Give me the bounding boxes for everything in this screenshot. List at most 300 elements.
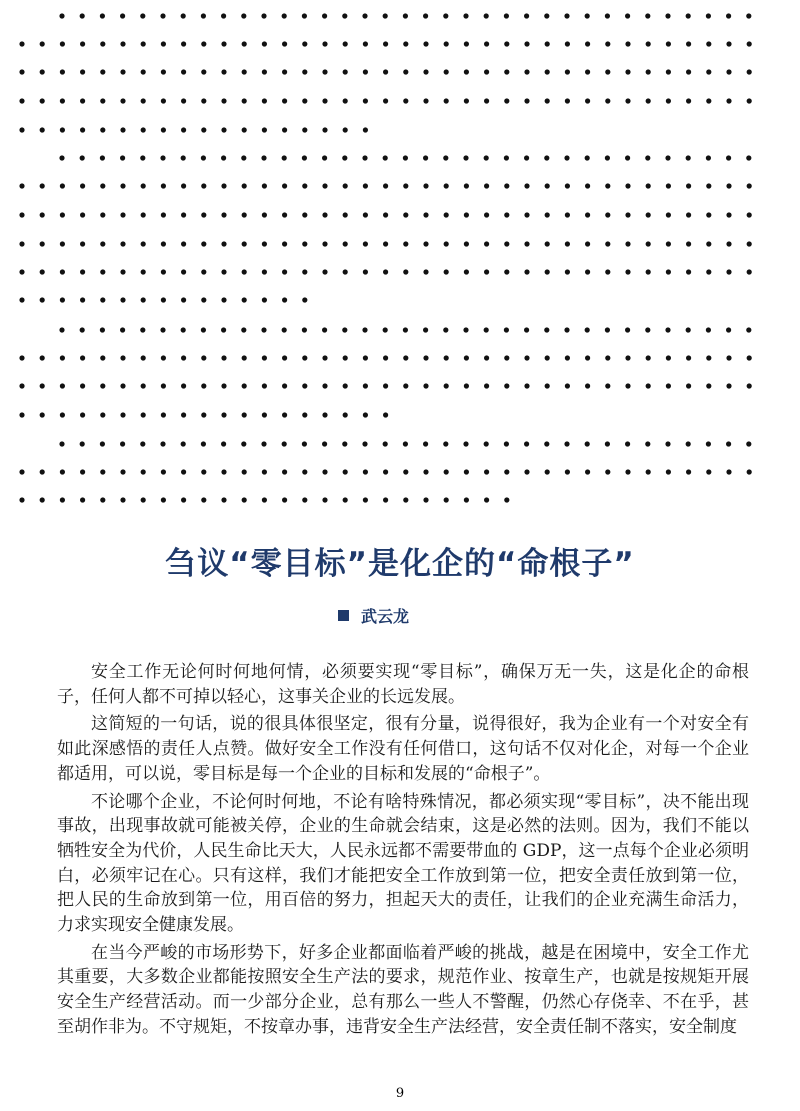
- dot: [282, 212, 287, 217]
- dot: [221, 183, 226, 188]
- dot: [423, 183, 428, 188]
- dot: [342, 155, 347, 160]
- dot: [524, 183, 529, 188]
- dot: [40, 41, 45, 46]
- dot: [141, 241, 146, 246]
- dot: [444, 212, 449, 217]
- dot: [686, 383, 691, 388]
- dot: [322, 13, 327, 18]
- dot: [282, 269, 287, 274]
- dot: [625, 183, 630, 188]
- dot: [423, 212, 428, 217]
- dot: [201, 183, 206, 188]
- dot: [100, 69, 105, 74]
- dot: [181, 497, 186, 502]
- dot: [444, 383, 449, 388]
- dot: [585, 183, 590, 188]
- dot: [747, 69, 752, 74]
- dot: [322, 327, 327, 332]
- dot: [80, 355, 85, 360]
- dot: [484, 469, 489, 474]
- dot: [706, 155, 711, 160]
- dot: [464, 98, 469, 103]
- dot: [282, 183, 287, 188]
- dot-pattern-decoration: [0, 0, 800, 520]
- dot: [524, 41, 529, 46]
- dot: [141, 127, 146, 132]
- dot: [262, 127, 267, 132]
- dot: [464, 355, 469, 360]
- dot: [302, 13, 307, 18]
- dot: [363, 383, 368, 388]
- dot: [484, 441, 489, 446]
- dot: [504, 469, 509, 474]
- dot: [726, 13, 731, 18]
- dot: [262, 241, 267, 246]
- dot: [686, 441, 691, 446]
- dot: [585, 241, 590, 246]
- dot: [444, 469, 449, 474]
- dot: [383, 155, 388, 160]
- dot: [666, 69, 671, 74]
- dot: [605, 41, 610, 46]
- dot: [363, 183, 368, 188]
- dot: [464, 183, 469, 188]
- dot: [585, 212, 590, 217]
- dot: [726, 241, 731, 246]
- dot: [423, 441, 428, 446]
- dot: [706, 469, 711, 474]
- dot: [665, 327, 670, 332]
- dot: [464, 469, 469, 474]
- dot: [60, 383, 65, 388]
- dot: [383, 13, 388, 18]
- dot: [161, 183, 166, 188]
- dot: [201, 497, 206, 502]
- dot: [706, 41, 711, 46]
- dot: [241, 327, 246, 332]
- dot: [262, 269, 267, 274]
- dot: [19, 469, 24, 474]
- dot: [747, 212, 752, 217]
- dot: [605, 241, 610, 246]
- dot: [322, 212, 327, 217]
- dot: [383, 41, 388, 46]
- dot: [201, 13, 206, 18]
- dot: [605, 383, 610, 388]
- dot: [747, 98, 752, 103]
- dot: [302, 127, 307, 132]
- dot: [444, 241, 449, 246]
- dot: [221, 497, 226, 502]
- dot: [706, 13, 711, 18]
- dot: [747, 469, 752, 474]
- dot: [40, 355, 45, 360]
- dot: [282, 69, 287, 74]
- dot: [625, 98, 630, 103]
- dot: [221, 383, 226, 388]
- dot: [181, 355, 186, 360]
- dot: [140, 13, 145, 18]
- dot: [100, 127, 105, 132]
- dot: [181, 412, 186, 417]
- dot: [484, 69, 489, 74]
- dot: [363, 412, 368, 417]
- dot: [19, 41, 24, 46]
- dot: [262, 98, 267, 103]
- dot: [60, 98, 65, 103]
- dot: [40, 69, 45, 74]
- dot: [605, 212, 610, 217]
- dot: [80, 327, 85, 332]
- paragraph: 这简短的一句话，说的很具体很坚定，很有分量，说得很好，我为企业有一个对安全有如此深感悟的责任人点赞。做好安全工作没有任何借口，这句话不仅对化企，对每一个企业都适用，可以说，零目标是每一个企业的目标和发展的“命根子”。: [57, 714, 749, 784]
- dot: [181, 383, 186, 388]
- dot: [201, 155, 206, 160]
- dot: [60, 183, 65, 188]
- dot: [545, 241, 550, 246]
- dot: [343, 469, 348, 474]
- dot: [605, 469, 610, 474]
- dot: [201, 98, 206, 103]
- dot: [625, 355, 630, 360]
- dot: [363, 469, 368, 474]
- dot: [120, 441, 125, 446]
- dot: [120, 241, 125, 246]
- dot: [80, 469, 85, 474]
- dot: [706, 98, 711, 103]
- dot: [201, 41, 206, 46]
- dot: [322, 412, 327, 417]
- dot: [80, 155, 85, 160]
- dot: [646, 41, 651, 46]
- dot: [201, 441, 206, 446]
- dot: [141, 297, 146, 302]
- dot: [100, 269, 105, 274]
- dot: [585, 41, 590, 46]
- dot: [726, 98, 731, 103]
- dot: [100, 383, 105, 388]
- dot: [383, 98, 388, 103]
- dot: [565, 355, 570, 360]
- dot: [545, 469, 550, 474]
- dot: [585, 98, 590, 103]
- dot: [605, 69, 610, 74]
- dot: [686, 327, 691, 332]
- dot: [120, 69, 125, 74]
- dot: [383, 69, 388, 74]
- dot: [564, 155, 569, 160]
- dot: [545, 355, 550, 360]
- dot: [160, 155, 165, 160]
- dot: [302, 241, 307, 246]
- dot: [585, 469, 590, 474]
- dot: [524, 241, 529, 246]
- dot: [686, 212, 691, 217]
- dot: [161, 412, 166, 417]
- dot: [423, 497, 428, 502]
- square-bullet-icon: [338, 610, 349, 621]
- dot: [686, 41, 691, 46]
- dot: [181, 127, 186, 132]
- dot: [201, 383, 206, 388]
- dot: [605, 327, 610, 332]
- dot: [706, 327, 711, 332]
- dot: [120, 269, 125, 274]
- dot: [322, 441, 327, 446]
- dot: [59, 441, 64, 446]
- dot: [363, 127, 368, 132]
- dot: [625, 383, 630, 388]
- dot: [60, 355, 65, 360]
- dot: [302, 383, 307, 388]
- dot: [262, 355, 267, 360]
- dot: [706, 241, 711, 246]
- dot: [242, 127, 247, 132]
- dot: [242, 241, 247, 246]
- dot: [545, 98, 550, 103]
- dot: [19, 297, 24, 302]
- dot: [524, 269, 529, 274]
- dot: [322, 155, 327, 160]
- dot: [564, 13, 569, 18]
- dot: [141, 469, 146, 474]
- dot: [100, 183, 105, 188]
- dot: [19, 241, 24, 246]
- dot: [444, 69, 449, 74]
- dot: [100, 497, 105, 502]
- dot: [161, 212, 166, 217]
- dot: [524, 98, 529, 103]
- dot: [363, 355, 368, 360]
- dot: [242, 98, 247, 103]
- dot: [100, 155, 105, 160]
- dot: [686, 469, 691, 474]
- dot: [686, 355, 691, 360]
- dot: [565, 69, 570, 74]
- dot: [80, 183, 85, 188]
- dot: [160, 441, 165, 446]
- dot: [262, 497, 267, 502]
- dot: [625, 327, 630, 332]
- dot: [747, 355, 752, 360]
- dot: [343, 69, 348, 74]
- dot: [262, 183, 267, 188]
- dot: [262, 383, 267, 388]
- dot: [706, 355, 711, 360]
- dot: [302, 183, 307, 188]
- dot: [80, 269, 85, 274]
- dot: [302, 212, 307, 217]
- dot: [201, 327, 206, 332]
- dot: [726, 212, 731, 217]
- dot: [403, 497, 408, 502]
- dot: [443, 441, 448, 446]
- dot: [40, 412, 45, 417]
- dot: [564, 441, 569, 446]
- dot: [221, 412, 226, 417]
- dot: [141, 41, 146, 46]
- dot: [383, 383, 388, 388]
- dot: [504, 155, 509, 160]
- dot: [484, 355, 489, 360]
- dot: [100, 355, 105, 360]
- dot: [444, 497, 449, 502]
- dot: [585, 327, 590, 332]
- dot: [322, 383, 327, 388]
- dot: [261, 441, 266, 446]
- dot: [302, 41, 307, 46]
- dot: [221, 469, 226, 474]
- dot: [686, 241, 691, 246]
- dot: [625, 241, 630, 246]
- dot: [646, 383, 651, 388]
- dot: [140, 327, 145, 332]
- dot: [80, 297, 85, 302]
- dot: [40, 297, 45, 302]
- dot: [747, 241, 752, 246]
- dot: [242, 355, 247, 360]
- dot: [726, 269, 731, 274]
- dot: [60, 127, 65, 132]
- dot: [262, 297, 267, 302]
- dot: [201, 127, 206, 132]
- dot: [221, 269, 226, 274]
- dot: [141, 497, 146, 502]
- dot: [19, 269, 24, 274]
- dot: [322, 69, 327, 74]
- dot: [524, 441, 529, 446]
- dot: [423, 355, 428, 360]
- dot: [423, 41, 428, 46]
- dot: [19, 412, 24, 417]
- dot: [60, 497, 65, 502]
- dot: [403, 41, 408, 46]
- dot: [221, 155, 226, 160]
- dot: [120, 212, 125, 217]
- dot: [545, 183, 550, 188]
- dot: [40, 497, 45, 502]
- dot: [463, 327, 468, 332]
- dot: [343, 497, 348, 502]
- dot: [706, 383, 711, 388]
- dot: [746, 327, 751, 332]
- dot: [403, 212, 408, 217]
- dot: [565, 269, 570, 274]
- dot: [545, 41, 550, 46]
- dot: [665, 441, 670, 446]
- dot: [242, 69, 247, 74]
- dot: [60, 297, 65, 302]
- dot: [141, 355, 146, 360]
- dot: [504, 13, 509, 18]
- dot: [686, 155, 691, 160]
- dot: [181, 241, 186, 246]
- dot: [686, 69, 691, 74]
- dot: [646, 183, 651, 188]
- dot: [585, 69, 590, 74]
- dot: [181, 98, 186, 103]
- dot: [484, 41, 489, 46]
- dot: [504, 327, 509, 332]
- dot: [666, 212, 671, 217]
- dot: [262, 41, 267, 46]
- dot: [726, 469, 731, 474]
- dot: [504, 269, 509, 274]
- dot: [100, 13, 105, 18]
- dot: [282, 98, 287, 103]
- dot: [80, 13, 85, 18]
- dot: [322, 355, 327, 360]
- dot: [221, 69, 226, 74]
- dot: [201, 69, 206, 74]
- dot: [747, 269, 752, 274]
- dot: [161, 127, 166, 132]
- dot: [262, 69, 267, 74]
- dot: [140, 441, 145, 446]
- dot: [161, 297, 166, 302]
- dot: [261, 155, 266, 160]
- dot: [262, 212, 267, 217]
- dot: [403, 241, 408, 246]
- dot: [484, 383, 489, 388]
- dot: [181, 327, 186, 332]
- dot: [141, 98, 146, 103]
- dot: [120, 41, 125, 46]
- dot: [161, 269, 166, 274]
- dot: [362, 327, 367, 332]
- dot: [625, 69, 630, 74]
- dot: [423, 383, 428, 388]
- dot: [403, 355, 408, 360]
- dot: [262, 412, 267, 417]
- dot: [343, 412, 348, 417]
- dot: [241, 13, 246, 18]
- dot: [342, 441, 347, 446]
- dot: [100, 327, 105, 332]
- dot: [80, 497, 85, 502]
- dot: [302, 355, 307, 360]
- dot: [625, 469, 630, 474]
- dot: [282, 155, 287, 160]
- dot: [221, 297, 226, 302]
- dot: [181, 441, 186, 446]
- dot: [747, 383, 752, 388]
- dot: [161, 41, 166, 46]
- dot: [545, 212, 550, 217]
- dot: [403, 383, 408, 388]
- dot: [242, 183, 247, 188]
- dot: [544, 13, 549, 18]
- dot: [726, 155, 731, 160]
- dot: [120, 383, 125, 388]
- dot: [242, 469, 247, 474]
- dot: [120, 98, 125, 103]
- dot: [625, 13, 630, 18]
- dot: [60, 469, 65, 474]
- dot: [100, 412, 105, 417]
- dot: [362, 441, 367, 446]
- dot: [181, 69, 186, 74]
- dot: [383, 212, 388, 217]
- dot: [383, 355, 388, 360]
- dot: [605, 441, 610, 446]
- dot: [302, 98, 307, 103]
- dot: [403, 269, 408, 274]
- dot: [282, 127, 287, 132]
- dot: [120, 469, 125, 474]
- dot: [80, 41, 85, 46]
- dot: [484, 183, 489, 188]
